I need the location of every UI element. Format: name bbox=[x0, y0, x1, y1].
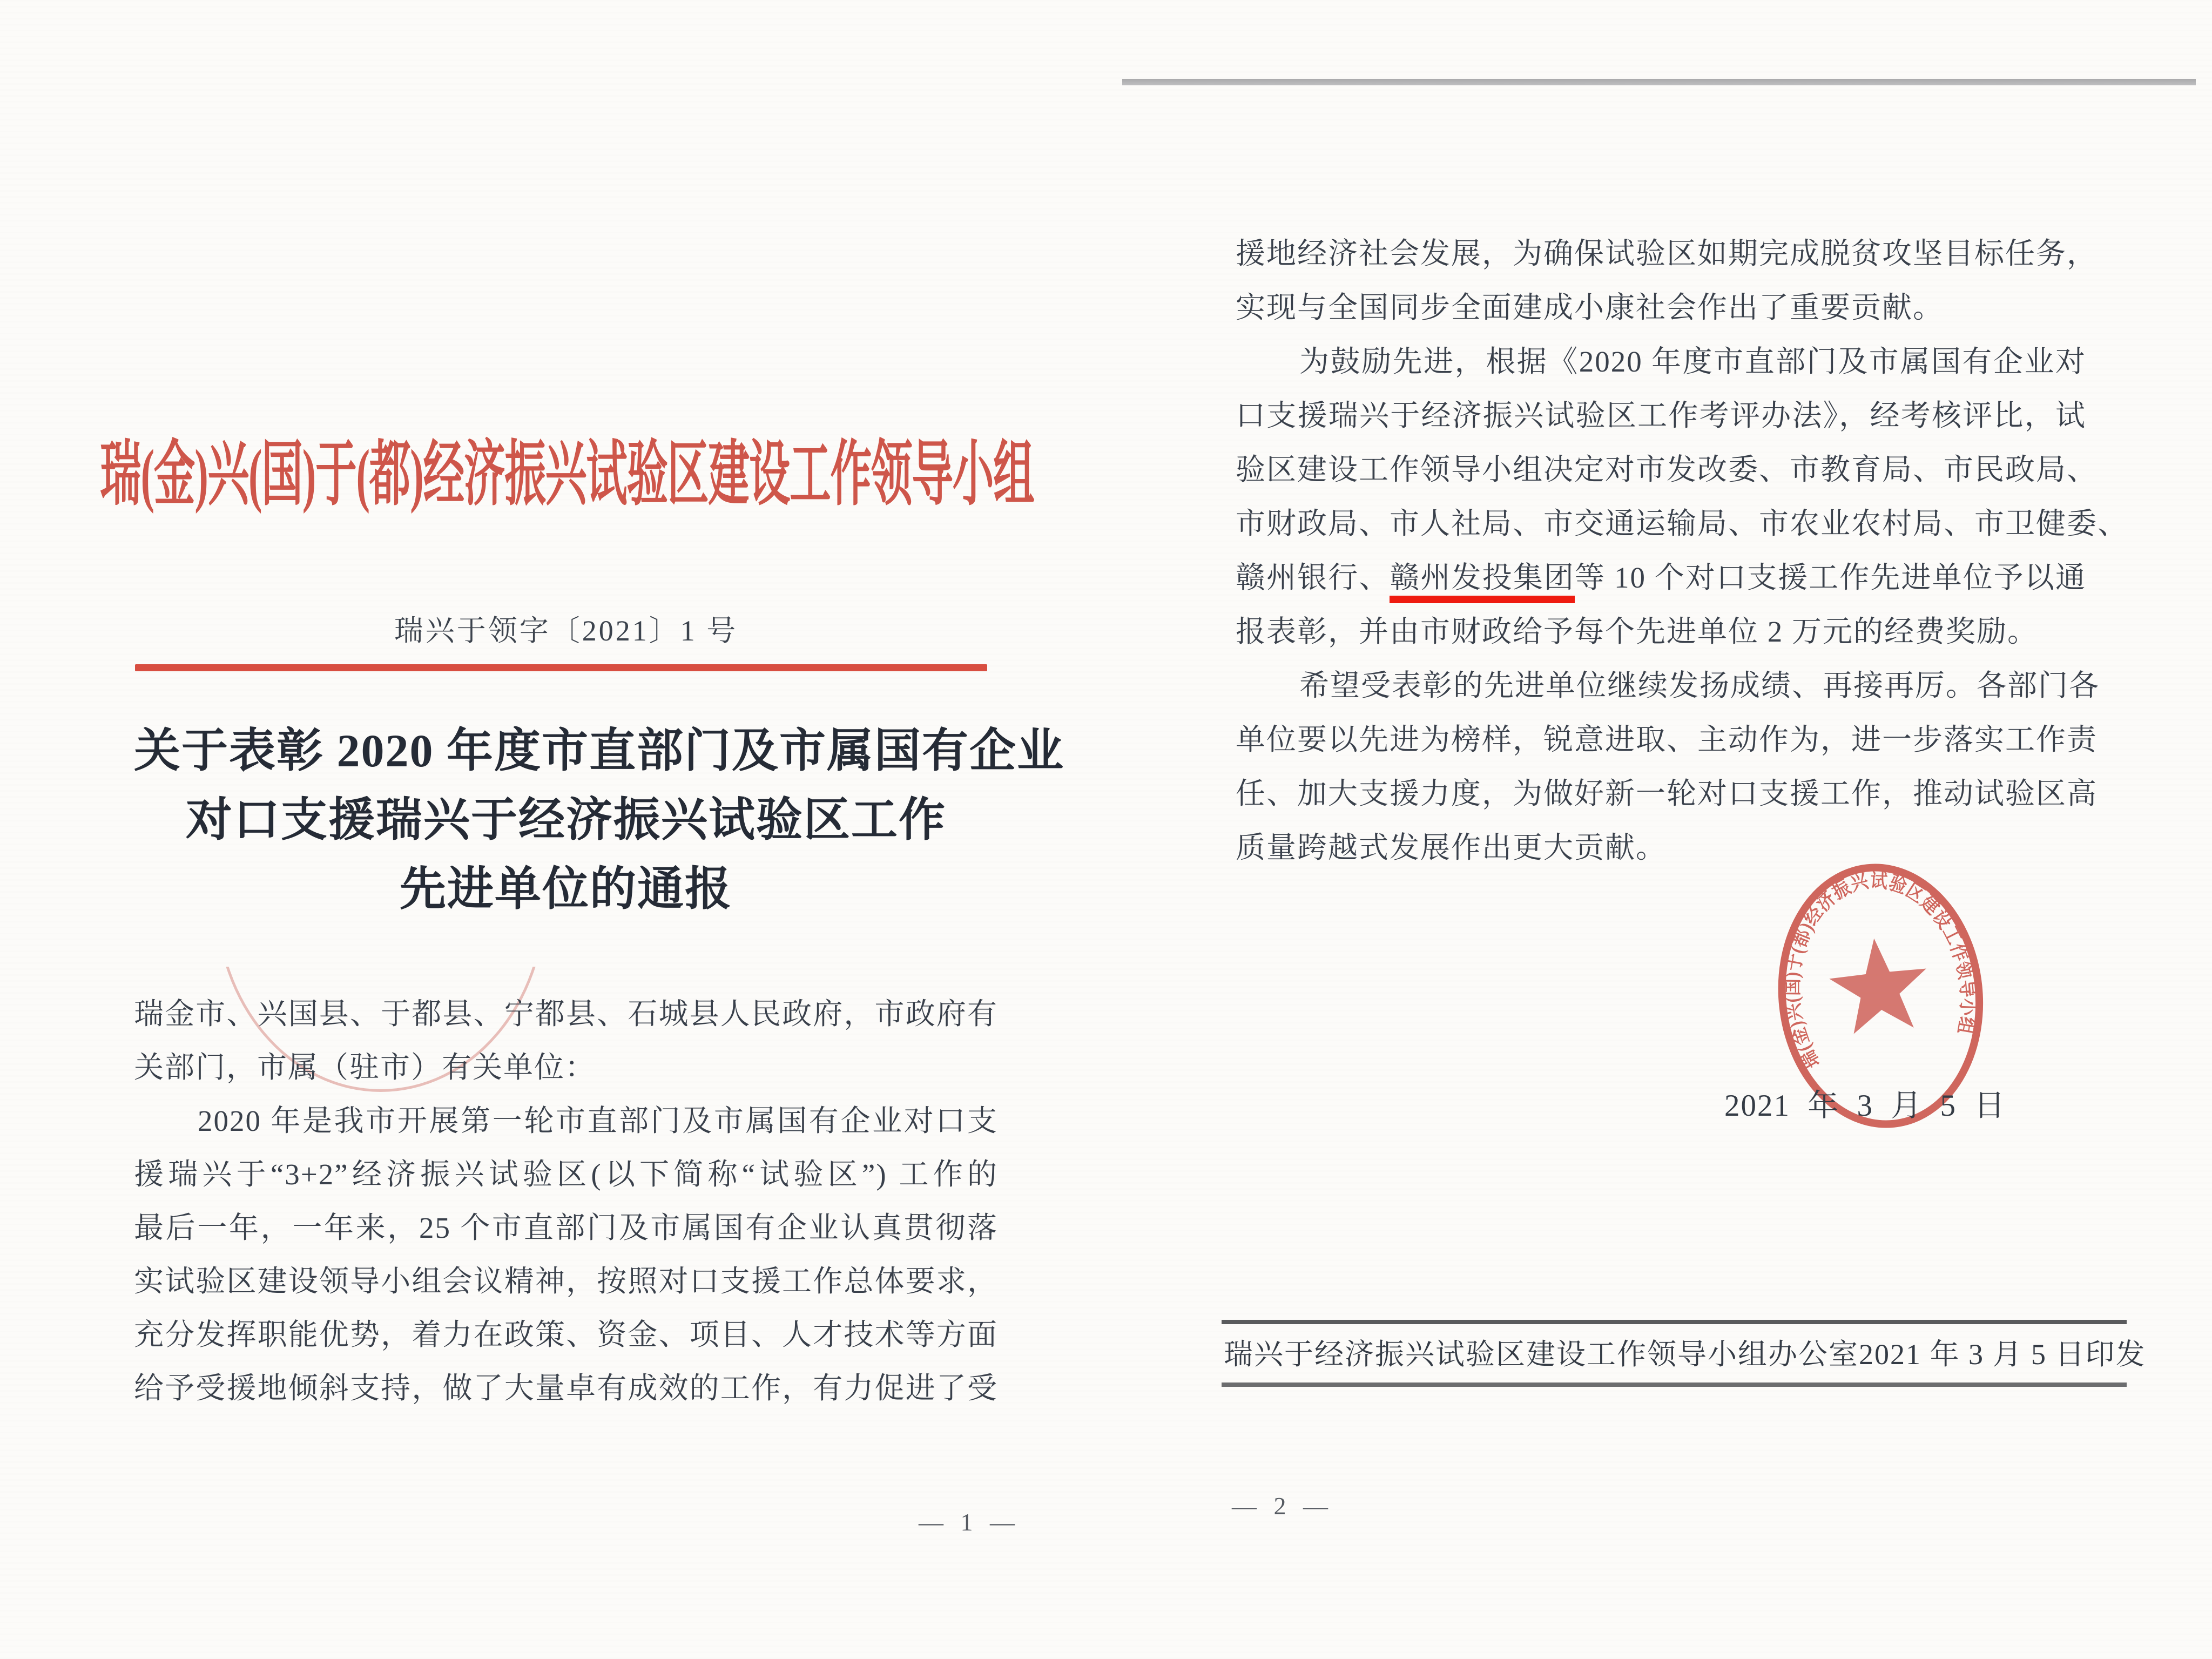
document-number: 瑞兴于领字〔2021〕1 号 bbox=[394, 615, 738, 647]
title-line: 对口支援瑞兴于经济振兴试验区工作 bbox=[186, 794, 946, 846]
body-line-text: 质量跨越式发展作出更大贡献。 bbox=[1236, 831, 1667, 864]
body-line-text: 援地经济社会发展，为确保试验区如期完成脱贫攻坚目标任务， bbox=[1236, 237, 2098, 270]
red-letterhead bbox=[100, 422, 1034, 514]
body-line bbox=[1236, 713, 2098, 767]
body-line-text: 实现与全国同步全面建成小康社会作出了重要贡献。 bbox=[1236, 291, 1944, 324]
body-line-text: 关部门，市属（驻市）有关单位： bbox=[134, 1051, 596, 1084]
body-line-text: 为鼓励先进，根据《2020 年度市直部门及市属国有企业对 bbox=[1299, 345, 2086, 378]
body-line bbox=[1236, 605, 2086, 659]
body-line bbox=[134, 1201, 998, 1255]
body-line bbox=[1236, 497, 2129, 551]
body-line-text: 市财政局、市人社局、市交通运输局、市农业农村局、市卫健委、 bbox=[1236, 507, 2129, 540]
body-line bbox=[134, 1094, 998, 1148]
print-date: 2021 年 3 月 5 日印发 bbox=[1859, 1338, 2146, 1371]
body-line-text: 报表彰，并由市财政给予每个先进单位 2 万元的经费奖励。 bbox=[1236, 615, 2039, 648]
body-line-text: 希望受表彰的先进单位继续发扬成绩、再接再厉。各部门各 bbox=[1299, 669, 2100, 702]
body-line bbox=[1236, 389, 2086, 443]
body-line bbox=[134, 1308, 998, 1361]
body-line-text: 2020 年是我市开展第一轮市直部门及市属国有企业对口支 bbox=[198, 1104, 998, 1137]
page1-body-text bbox=[134, 987, 998, 1415]
body-line bbox=[134, 1041, 998, 1094]
body-line-text: 等 10 个对口支援工作先进单位予以通 bbox=[1575, 561, 2086, 594]
body-line bbox=[1236, 551, 2086, 605]
body-line bbox=[134, 1148, 998, 1201]
body-line-text: 最后一年，一年来，25 个市直部门及市属国有企业认真贯彻落 bbox=[134, 1211, 998, 1244]
body-line bbox=[1236, 281, 2086, 335]
body-line bbox=[1236, 767, 2098, 821]
body-line-text: 验区建设工作领导小组决定对市发改委、市教育局、市民政局、 bbox=[1236, 453, 2098, 486]
document-title bbox=[134, 716, 1064, 923]
body-line-text: 单位要以先进为榜样，锐意进取、主动作为，进一步落实工作责 bbox=[1236, 723, 2098, 756]
body-line-text: 口支援瑞兴于经济振兴试验区工作考评办法》，经考核评比，试 bbox=[1236, 399, 2086, 432]
body-line bbox=[134, 1255, 998, 1308]
red-separator-rule bbox=[135, 664, 987, 671]
body-line-text: 给予受援地倾斜支持，做了大量卓有成效的工作，有力促进了受 bbox=[134, 1372, 998, 1405]
body-line bbox=[134, 1361, 998, 1415]
seal-rim-text: 瑞(金)兴(国)于(都)经济振兴试验区建设工作领导小组 bbox=[1781, 869, 1979, 1073]
scan-edge-artifact bbox=[1122, 79, 2196, 85]
red-letterhead-text: 瑞(金)兴(国)于(都)经济振兴试验区建设工作领导小组 bbox=[100, 435, 1034, 514]
page-number-1: — 1 — bbox=[919, 1508, 1020, 1536]
body-line bbox=[1236, 335, 2086, 389]
red-underline-highlight: 赣州发投集团 bbox=[1390, 561, 1575, 603]
body-line-text: 实试验区建设领导小组会议精神，按照对口支援工作总体要求， bbox=[134, 1265, 998, 1298]
title-line: 关于表彰 2020 年度市直部门及市属国有企业 bbox=[134, 725, 1064, 777]
page-number-2: — 2 — bbox=[1232, 1492, 1333, 1520]
body-line bbox=[1236, 443, 2098, 497]
issuing-office: 瑞兴于经济振兴试验区建设工作领导小组办公室 bbox=[1224, 1338, 1859, 1371]
body-line-text: 援瑞兴于“3+2”经济振兴试验区(以下简称“试验区”) 工作的 bbox=[134, 1158, 998, 1191]
body-line-text: 瑞金市、兴国县、于都县、宁都县、石城县人民政府，市政府有 bbox=[134, 997, 998, 1030]
body-line-text: 任、加大支援力度，为做好新一轮对口支援工作，推动试验区高 bbox=[1236, 777, 2098, 810]
body-line bbox=[1236, 227, 2098, 281]
body-line-text: 充分发挥职能优势，着力在政策、资金、项目、人才技术等方面 bbox=[134, 1318, 998, 1351]
body-line-text: 赣州银行、 bbox=[1236, 561, 1390, 594]
page2-body-text bbox=[1236, 227, 2129, 875]
colophon bbox=[1222, 1320, 2146, 1387]
body-line bbox=[134, 987, 998, 1041]
body-line bbox=[1236, 659, 2100, 713]
title-line: 先进单位的通报 bbox=[400, 863, 732, 915]
seal-star bbox=[1825, 933, 1932, 1036]
signature-date: 2021 年 3 月 5 日 bbox=[1724, 1089, 2006, 1123]
